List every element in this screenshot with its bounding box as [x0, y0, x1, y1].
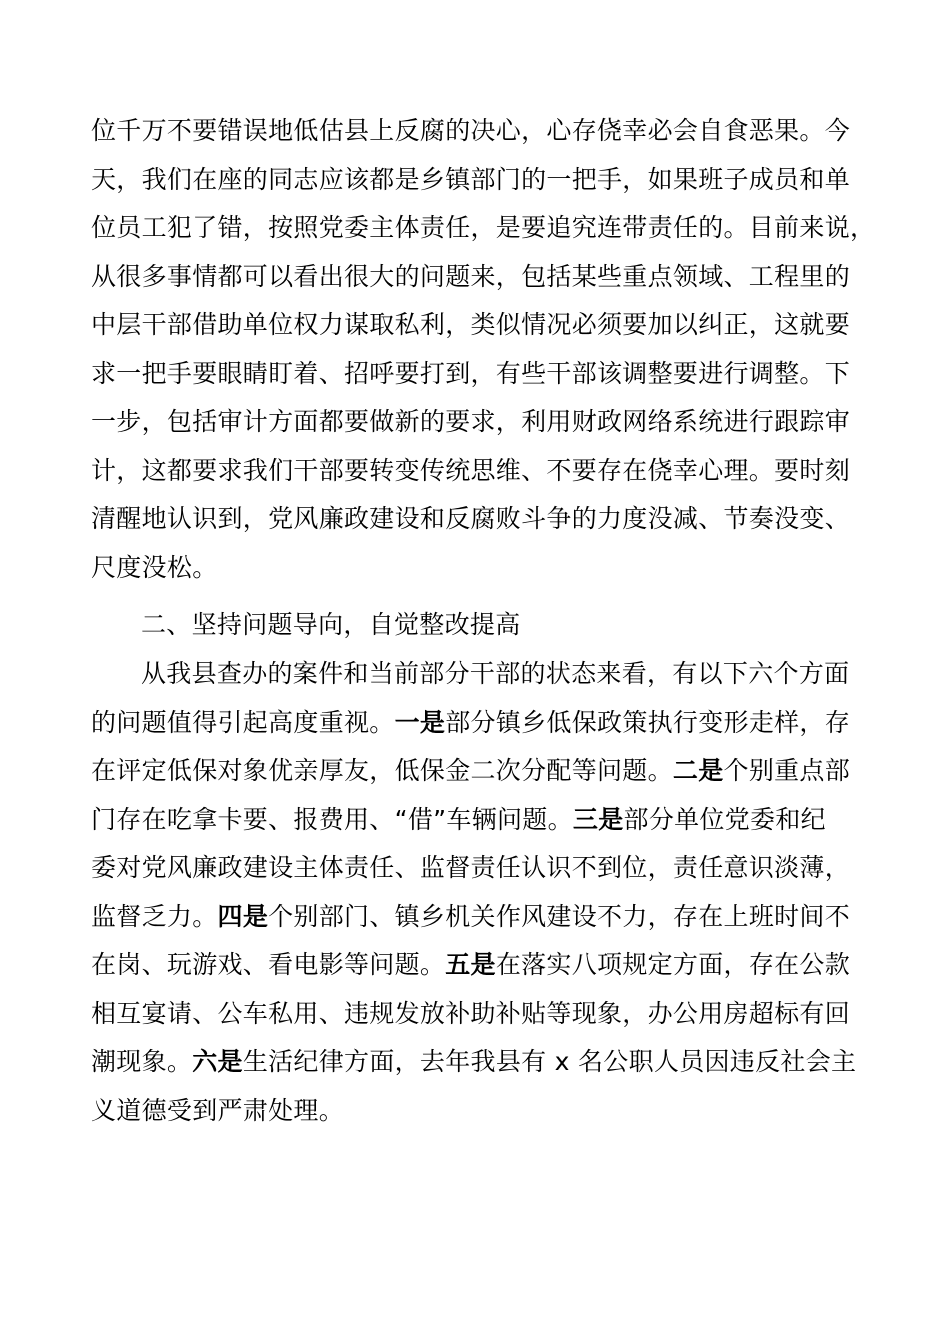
paragraph-line: 义道德受到严肃处理。 — [91, 1095, 345, 1125]
text-run: 在评定低保对象优亲厚友，低保金二次分配等问题。 — [91, 756, 673, 785]
bold-marker: 六是 — [192, 1047, 243, 1076]
paragraph-line — [91, 796, 871, 845]
bold-marker: 一是 — [394, 707, 446, 737]
paragraph-line: 从很多事情都可以看出很大的问题来，包括某些重点领域、工程里的 — [91, 261, 851, 291]
paragraph-line: 位员工犯了错，按照党委主体责任，是要追究连带责任的。目前来说， — [91, 213, 876, 242]
paragraph-line: 求一把手要眼睛盯着、招呼要打到，有些干部该调整要进行调整。下 — [91, 358, 851, 388]
bold-marker: 四是 — [217, 901, 269, 931]
text-run: 的问题值得引起高度重视。 — [91, 707, 395, 737]
paragraph-line: 从我县查办的案件和当前部分干部的状态来看，有以下六个方面 — [141, 659, 850, 688]
text-run: 门存在吃拿卡要、报费用、“借”车辆问题。 — [91, 804, 573, 834]
paragraph-line: 委对党风廉政建设主体责任、监督责任认识不到位，责任意识淡薄， — [91, 853, 851, 882]
text-run: 在岗、玩游戏、看电影等问题。 — [91, 950, 446, 979]
paragraph-line: 尺度没松。 — [91, 552, 218, 582]
text-run: 部分镇乡低保政策执行变形走样，存 — [445, 707, 851, 737]
paragraph-line — [91, 893, 871, 942]
paragraph-line: 清醒地认识到，党风廉政建设和反腐败斗争的力度没减、节奏没变、 — [91, 504, 851, 533]
section-heading — [91, 601, 871, 650]
paragraph-line: 中层干部借助单位权力谋取私利，类似情况必须要加以纠正，这就要 — [91, 310, 851, 339]
text-run: 生活纪律方面，去年我县有 x 名公职人员因违反社会主 — [242, 1047, 857, 1076]
section-heading-text: 二、坚持问题导向，自觉整改提高 — [141, 610, 521, 639]
paragraph-line — [91, 747, 871, 796]
paragraph-line: 相互宴请、公车私用、违规发放补助补贴等现象，办公用房超标有回 — [91, 998, 851, 1028]
paragraph-line — [91, 699, 871, 748]
text-run: 个别部门、镇乡机关作风建设不力，存在上班时间不 — [268, 901, 851, 931]
bold-marker: 五是 — [445, 950, 496, 979]
text-run: 监督乏力。 — [91, 901, 218, 931]
text-run: 个别重点部 — [723, 756, 851, 785]
paragraph-line: 位千万不要错误地低估县上反腐的决心，心存侥幸必会自食恶果。今 — [91, 116, 851, 145]
paragraph-1 — [91, 107, 876, 592]
paragraph-line: 计，这都要求我们干部要转变传统思维、不要存在侥幸心理。要时刻 — [91, 455, 851, 485]
paragraph-line: 天，我们在座的同志应该都是乡镇部门的一把手，如果班子成员和单 — [91, 164, 851, 194]
text-run: 在落实八项规定方面，存在公款 — [495, 950, 851, 979]
paragraph-line — [91, 1038, 871, 1087]
paragraph-line: 一步，包括审计方面都要做新的要求，利用财政网络系统进行跟踪审 — [91, 407, 851, 436]
paragraph-line — [91, 941, 871, 990]
bold-marker: 二是 — [672, 756, 724, 785]
text-run: 潮现象。 — [91, 1047, 193, 1076]
text-run: 部分单位党委和纪 — [623, 804, 826, 834]
bold-marker: 三是 — [572, 804, 624, 834]
paragraph-2 — [91, 650, 871, 1135]
